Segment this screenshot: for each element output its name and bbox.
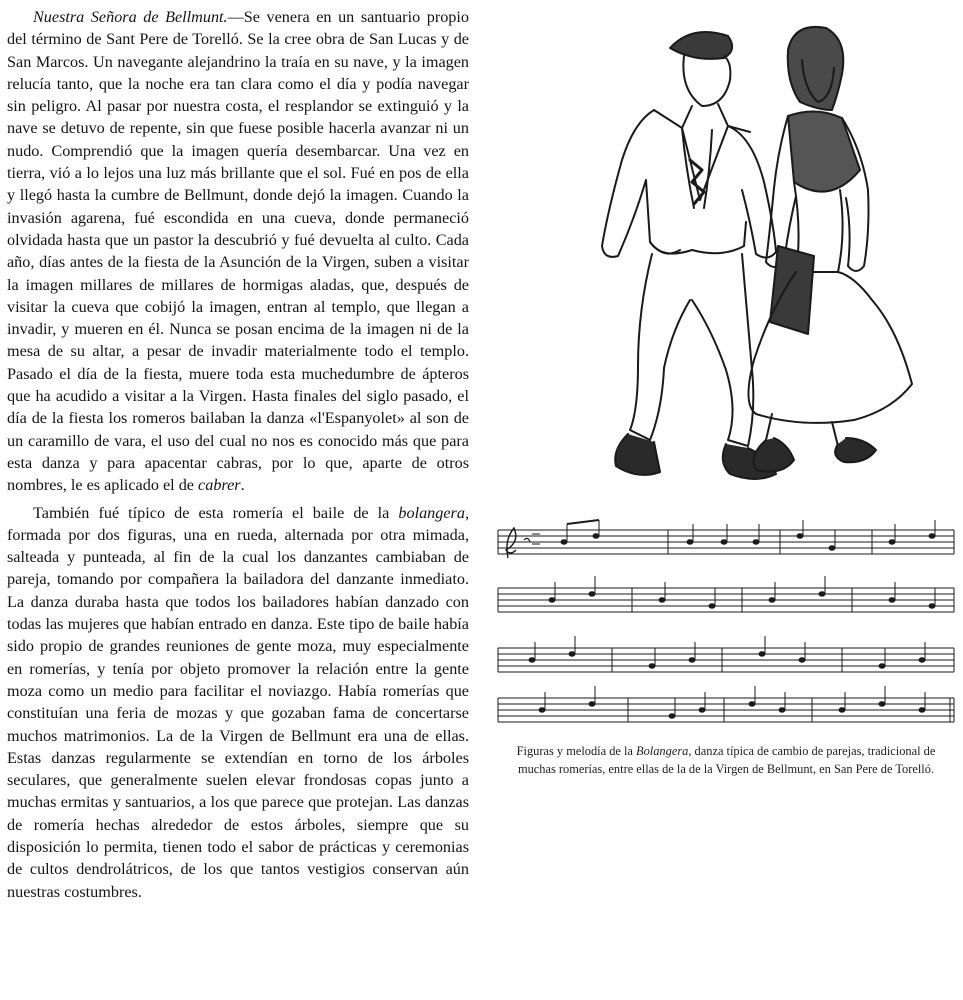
article-text-column [7,6,469,903]
figure-column [492,0,960,1000]
male-dancer-figure [602,32,776,479]
female-dancer-figure [748,27,912,472]
section-title: Nuestra Señora de Bellmunt. [33,8,228,26]
paragraph-bellmunt: Nuestra Señora de Bellmunt.—Se venera en un santuario propio del término de Sant Pere de Torelló. Se la cree obra de San Lucas y de San Marcos. Un navegante alejandrino la traía en su nave, y la imagen relucía tanto, que la noche era tan clara como el día y podía navegar sin peligro. Al pasar por nuestra costa, el resplandor se extinguió y la nave se detuvo de repente, sin que fuese posible hacerla avanzar ni un nudo. Comprendió que la imagen quería desembarcar. Una vez en tierra, vió a lo lejos una luz más brillante que el sol. Fué en pos de ella y llegó hasta la cumbre de Bellmunt, donde dejó la imagen. Cuando la invasión agarena, fué escondida en una cueva, donde permaneció olvidada hasta que un pastor la descubrió y fué devuelta al culto. Cada año, días antes de la fiesta de la Asunción de la Virgen, suben a visitar la imagen millares de millares de hormigas aladas, que, después de visitar la cueva que cobijó la imagen, entran al templo, que llegan a invadir, y mueren en él. Nunca se posan encima de la imagen ni de la mesa de su altar, a pesar de invadir materialmente todo el templo. Pasado el día de la fiesta, muere toda esta muchedumbre de ápteros que ha acudido a visitar a la Virgen. Hasta finales del siglo pasado, el día de la fiesta los romeros bailaban la danza «l'Espanyolet» al son de un caramillo de vara, el uso del cual no nos es conocido más que para esta danza y para apacentar cabras, por lo que, aparte de otros nombres, le es aplicado el de cabrer. [7,8,469,495]
bolangera-melody-score [492,510,960,730]
paragraph-bolangera: También fué típico de esta romería el baile de la bolangera, formada por dos figuras, una en rueda, alternada por otra mimada, salteada y punteada, al fin de la cual los danzantes cambiaban de pareja, tomando por compañera la bailadora del danzante inmediato. La danza duraba hasta que todos los bailadores habían danzado con todas las mujeres que habían entrado en danza. Este tipo de baile había sido propio de grandes reuniones de gente moza, muy especialmente en romerías, y tenía por objeto promover la relación entre la gente moza como un medio para facilitar el noviazgo. Había romerías que constituían una feria de mozas y que gozaban fama de concertarse muchos matrimonios. La de la Virgen de Bellmunt era una de ellas. Estas danzas regularmente se extendían en torno de los árboles seculares, que generalmente suelen elevar frondosas copas junto a muchas ermitas y santuarios, a los que parece que protejan. Las danzas de romería hechas alrededor de estos árboles, siempre que su disposición lo permita, tienen todo el sabor de prácticas y ceremonias de cultos dendrolátricos, de los que tantos vestigios conservan aún nuestras costumbres. [7,503,469,901]
staff-3 [498,648,954,672]
dancers-illustration [542,10,922,498]
staff-4 [498,698,954,722]
staff-2 [498,588,954,612]
figure-caption: Figuras y melodía de la Bolangera, danza típica de cambio de parejas, tradicional de muchas romerías, entre ellas de la de la Virgen de Bellmunt, en San Pere de Torelló. [516,744,936,776]
